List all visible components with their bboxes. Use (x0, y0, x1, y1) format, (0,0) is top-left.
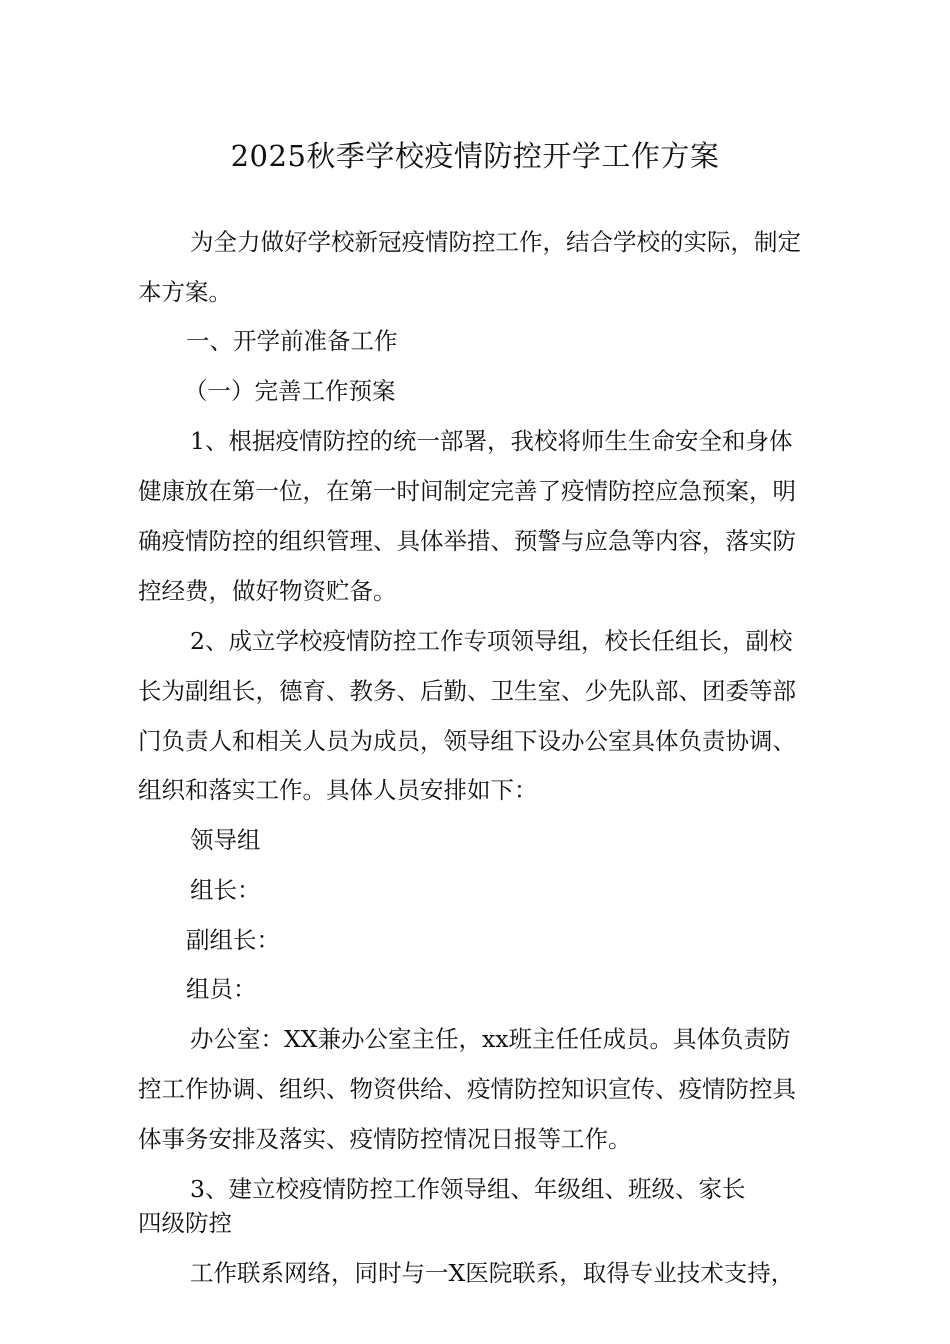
leader-group-label: 领导组 (190, 826, 261, 854)
item-1-line-1: 1、根据疫情防控的统一部署，我校将师生生命安全和身体 (190, 427, 793, 455)
item-2-line-2: 长为副组长，德育、教务、后勤、卫生室、少先队部、团委等部 (138, 677, 796, 705)
item-3-line-3: 工作联系网络，同时与一X医院联系，取得专业技术支持， (190, 1259, 795, 1287)
item-1-line-4: 控经费，做好物资贮备。 (138, 577, 397, 605)
item-1-line-3: 确疫情防控的组织管理、具体举措、预警与应急等内容，落实防 (138, 527, 796, 555)
item-3-line-1: 3、建立校疫情防控工作领导组、年级组、班级、家长 (190, 1175, 746, 1203)
members-label: 组员： (186, 975, 257, 1003)
item-2-line-1: 2、成立学校疫情防控工作专项领导组，校长任组长，副校 (190, 627, 793, 655)
intro-line-1: 为全力做好学校新冠疫情防控工作，结合学校的实际，制定 (190, 228, 801, 256)
office-line-1: 办公室：XX兼办公室主任，xx班主任任成员。具体负责防 (190, 1025, 791, 1053)
document-title: 2025秋季学校疫情防控开学工作方案 (230, 139, 720, 173)
item-2-line-3: 门负责人和相关人员为成员，领导组下设办公室具体负责协调、 (138, 727, 796, 755)
office-line-3: 体事务安排及落实、疫情防控情况日报等工作。 (138, 1125, 632, 1153)
section-heading-1: 一、开学前准备工作 (186, 327, 398, 355)
leader-label: 组长： (190, 876, 261, 904)
item-3-line-2: 四级防控 (138, 1209, 232, 1237)
intro-line-2: 本方案。 (138, 278, 232, 306)
subsection-heading-1: （一）完善工作预案 (184, 377, 396, 405)
item-1-line-2: 健康放在第一位，在第一时间制定完善了疫情防控应急预案，明 (138, 477, 796, 505)
office-line-2: 控工作协调、组织、物资供给、疫情防控知识宣传、疫情防控具 (138, 1075, 796, 1103)
item-2-line-4: 组织和落实工作。具体人员安排如下： (138, 776, 538, 804)
deputy-leader-label: 副组长： (186, 926, 280, 954)
